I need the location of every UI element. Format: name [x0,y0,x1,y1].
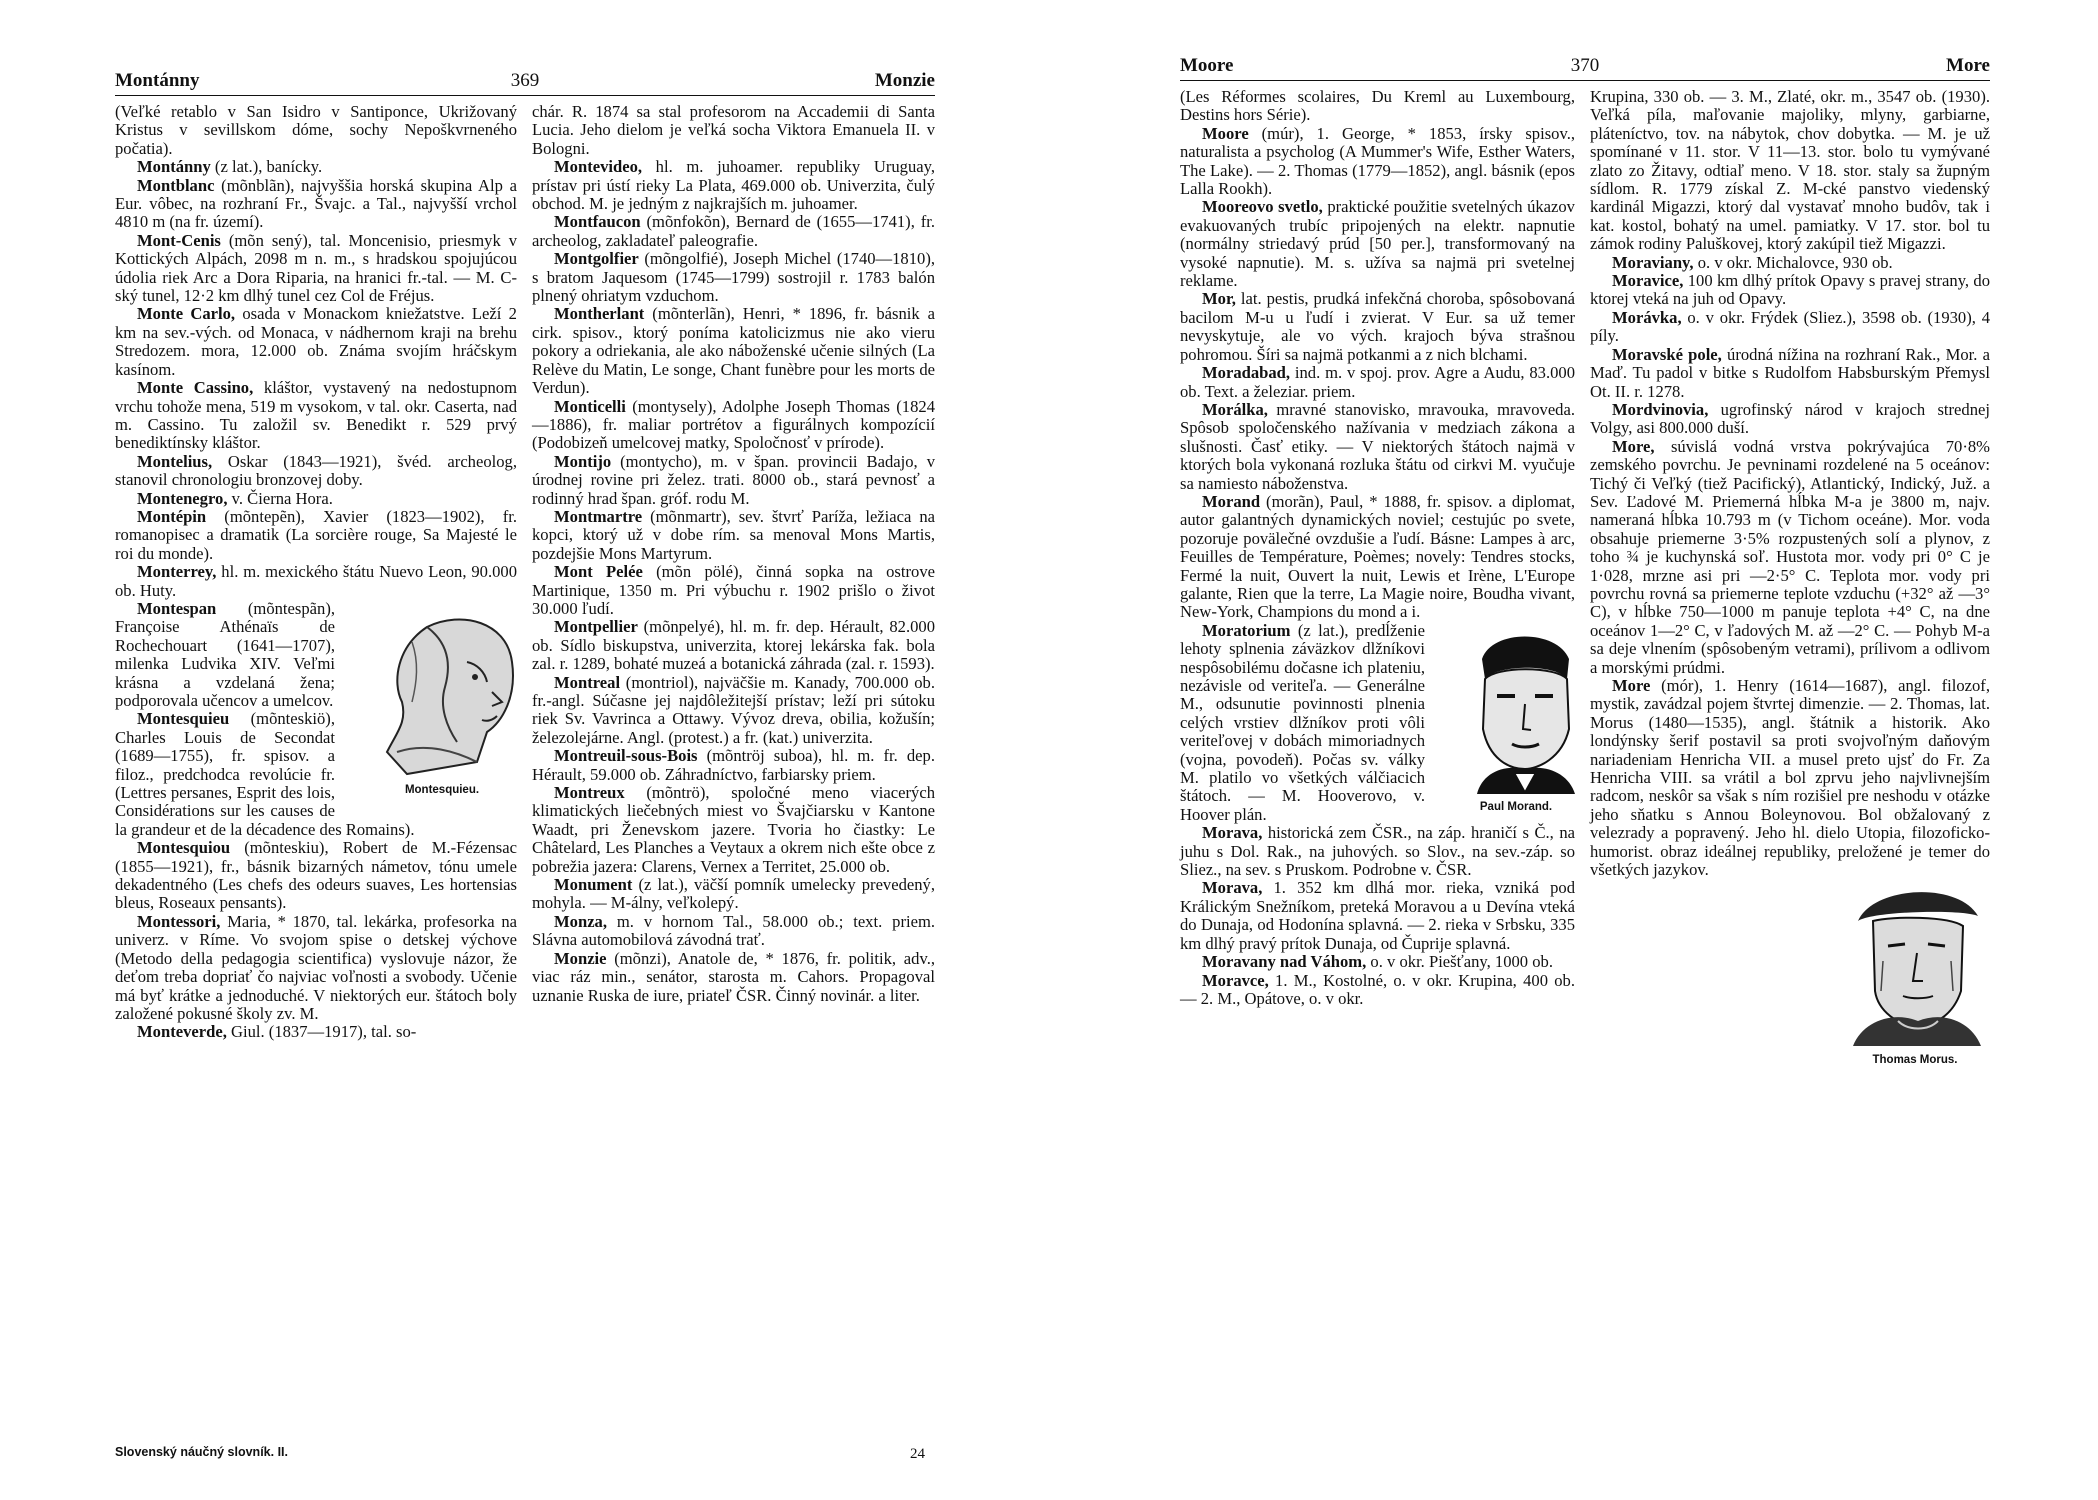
entry-text: o. v okr. Piešťany, 1000 ob. [1366,952,1553,972]
entry-text: Maria, * 1870, tal. lekárka, profesorka na univerz. v Ríme. Vo svojom spise o detskej výchove (Metodo della pedagogia scientifica) vyslovuje názor, že deťom treba dopriať čo najviac voľnosti a svobody. Učenie má byť krátke a jednoduché. V niektorých eur. štátoch boly založené pokusné školy zv. M. [115,911,517,1023]
entry-headword: Mor, [1202,289,1236,309]
entry-headword: More, [1612,436,1655,456]
entry-text: 1. M., Kostolné, o. v okr. Krupina, 400 ob. — 2. M., Opátove, o. v okr. [1180,970,1575,1008]
dictionary-entry [1180,953,1575,971]
dictionary-entry [1180,198,1575,290]
entry-headword: Montépin [137,506,207,526]
dictionary-entry [115,305,517,379]
dictionary-entry [532,784,935,876]
entry-text: (Les Réformes scolaires, Du Kreml au Luxembourg, Destins hors Série). [1180,87,1575,125]
right-page-number: 370 [1570,55,1600,76]
entry-headword: Montreal [554,672,621,692]
dictionary-entry [115,379,517,453]
entry-text: (mõnteskiu), Robert de M.-Fézensac (1855—1921), fr., básnik bizarných námetov, tónu umele dekadentného (Les chefs des odeurs suaves, Les hortensias bleus, Roseaux pensants). [115,838,517,913]
dictionary-entry [1180,290,1575,364]
dictionary-entry [1180,824,1575,879]
entry-text: (mõntespãn), Françoise Athénaïs de Rochechouart (1641—1707), milenka Ludvika XIV. Veľmi krásna a vzdelaná žena; podporovala učencov a umelcov. [115,598,335,710]
entry-headword: Montespan [137,598,217,618]
entry-text: 100 km dlhý prítok Opavy s pravej strany, do ktorej vteká na juh od Opavy. [1590,271,1990,309]
dictionary-entry [115,1023,517,1041]
entry-text: lat. pestis, prudká infekčná choroba, spôsobovaná bacilom M-u u ľudí i zvierat. V Eur. sa už temer nevyskytuje, ale vo vých. krajoch býva strašnou pohromou. Šíri sa najmä potkanmi a z nich blchami. [1180,289,1575,364]
dictionary-entry [1180,972,1575,1009]
entry-headword: Montesquieu [137,709,230,729]
left-header-word: Montánny [115,70,200,91]
entry-headword: Moravice, [1612,271,1684,291]
entry-headword: Montessori, [137,911,221,931]
left-running-head [115,70,935,92]
right-column-1 [1180,88,1575,1008]
entry-headword: Monticelli [554,396,626,416]
dictionary-entry [532,213,935,250]
entry-text: praktické použitie svetelných úkazov evakuovaných trubíc pripojených na elektr. napnutie (normálny striedavý prúd [50 per.], transformovaný na vysoké napnutie). M. s. užíva sa najmä pri svetelnej reklame. [1180,197,1575,291]
left-header-rule [115,95,935,96]
right-page [1165,0,2000,1500]
dictionary-entry [1590,438,1990,677]
entry-text: hl. m. juhoamer. republiky Uruguay, prístav pri ústí rieky La Plata, 469.000 ob. Univerzita, čulý obchod. M. je jedným z najkrajších m. juhoamer. [532,157,935,214]
dictionary-entry [532,618,935,673]
entry-text: (z lat.), väčší pomník umelecky prevedený, mohyla. — M-álny, veľkolepý. [532,875,935,913]
entry-headword: Moraviany, [1612,252,1694,272]
dictionary-entry [1590,309,1990,346]
entry-text: Giul. (1837—1917), tal. so- [226,1022,417,1042]
entry-headword: More [1612,676,1651,695]
dictionary-entry [1590,401,1990,438]
entry-text: (múr), 1. George, * 1853, írsky spisov., naturalista a psycholog (A Mummer's Wife, Esther Waters, The Lake). — 2. Thomas (1779—1852), angl. básnik (epos Lalla Rookh). [1180,123,1575,199]
more-portrait [1840,881,1990,1069]
montesquieu-engraving-icon [367,602,535,777]
signature-mark: 24 [910,1446,925,1462]
dictionary-entry [1590,254,1990,272]
dictionary-entry [115,232,517,306]
dictionary-entry [115,103,517,158]
entry-text: (mõnzi), Anatole de, * 1876, fr. politik, adv., viac ráz min., senátor, starosta m. Cahors. Propagoval uznanie Ruska de iure, priateľ ČSR. Činný novinár. a liter. [532,948,935,1005]
entry-headword: Montesquiou [137,838,231,858]
entry-text: ugrofinský národ v krajoch strednej Volgy, asi 800.000 duší. [1590,399,1990,438]
entry-headword: Morava, [1202,823,1263,843]
dictionary-entry [1590,88,1990,254]
entry-headword: Montblanc [137,175,215,195]
dictionary-entry [115,490,517,508]
entry-text: (z lat.), banícky. [210,157,323,177]
entry-headword: Morávka, [1612,307,1682,327]
montesquieu-caption: Montesquieu. [404,784,480,797]
entry-headword: Montijo [554,451,612,471]
left-column-1 [115,103,517,1042]
entry-text: (mõnfokõn), Bernard de (1655—1741), fr. archeolog, zakladateľ paleografie. [532,212,935,250]
entry-text: úrodná nížina na rozhraní Rak., Mor. a Maď. Tu padol v bitke s Rudolfom Habsburským Přemysl Ot. II. r. 1278. [1590,344,1990,401]
dictionary-entry [532,158,935,213]
entry-text: kláštor, vystavený na nedostupnom vrchu tohože mena, 519 m vysokom, v tal. okr. Caserta, nad m. Cassino. Tu založil sv. Benedikt r. 529 prvý benediktínsky kláštor. [115,378,517,453]
dictionary-entry [532,453,935,508]
more-caption: Thomas Morus. [1872,1053,1958,1066]
left-page [100,0,945,1500]
entry-text: (montriol), najväčšie m. Kanady, 700.000 ob. fr.-angl. Súčasne jej najdôležitejší prístav; leží pri sútoku riek Sv. Vavrinca a Ottawy. Vývoz dreva, obilia, kožušín; železolejárne. Angl. (protest.) a fr. (kat.) univerzita. [532,672,935,747]
entry-headword: Montmartre [554,506,643,526]
entry-headword: Monte Carlo, [137,304,236,324]
entry-text: (morãn), Paul, * 1888, fr. spisov. a diplomat, autor galantných dynamických noviel; cestujúc po svete, pozoruje povälečné ovzdušie a ľudí. Básne: Lampes à arc, Feuilles de Température, Poèmes; novely: Tendres stocks, Fermé la nuit, Ouvert la nuit, Lewis et Irène, L'Europe galante, Rien que la terre, La Magie noire, Boudha vivant, New-York, Champions du mond a i. [1180,491,1575,622]
entry-headword: Montelius, [137,451,213,471]
entry-text: (mõngolfié), Joseph Michel (1740—1810), s bratom Jaquesom (1745—1799) sostrojil r. 1783 balón plnený ohriatym vzduchom. [532,249,935,306]
entry-text: chár. R. 1874 sa stal profesorom na Accademii di Santa Lucia. Jeho dielom je veľká socha Viktora Emanuela II. v Bologni. [532,102,935,158]
dictionary-entry [532,747,935,784]
entry-headword: Montreuil-sous-Bois [554,746,698,766]
entry-text: (montycho), m. v špan. provincii Badajo, v úrodnej rovine pri želez. trati. 8000 ob., stará pevnosť a rodinný hrad špan. gróf. rodu M. [532,451,935,508]
dictionary-entry [1180,622,1575,824]
entry-text: (mõnterlãn), Henri, * 1896, fr. básnik a cirk. spisov., ktorý poníma katolicizmus nie ako vieru pokory a odriekania, ale ako náboženské učenie silných (La Relève du Matin, Le songe, Chant funèbre pour les morts de Verdun). [532,304,935,398]
dictionary-entry [1180,879,1575,953]
entry-headword: Mordvinovia, [1612,399,1709,419]
entry-text: (mór), 1. Henry (1614—1687), angl. filozof, mystik, zavádzal pojem štvrtej dimenzie. — 2. Thomas, lat. Morus (1480—1535), angl. štátnik a historik. Ako londýnsky šerif postavil sa proti svojvoľným daňovým nariadeniam Henricha VII. a musel preto ujsť do Fr. Za Henricha VIII. sa vrátil a bol zprvu jeho najvlivnejším radcom, neskôr sa však s ním rozišiel pre neshodu v otázke jeho sňatku s Annou Boleynovou. Bol obžalovaný z velezrady a popravený. Jeho hl. dielo Utopia, filozoficko-humorist. obraz ideálnej republiky, preložené je temer do všetkých jazykov. [1590,676,1990,880]
left-column-2 [532,103,935,1005]
dictionary-entry [1180,493,1575,622]
dictionary-entry [532,950,935,1005]
entry-text: o. v okr. Michalovce, 930 ob. [1693,252,1893,272]
entry-headword: Monzie [554,948,607,968]
dictionary-entry [115,508,517,563]
entry-headword: Mooreovo svetlo, [1202,197,1323,217]
entry-headword: Morálka, [1202,399,1268,419]
dictionary-entry [1180,364,1575,401]
left-header-right-word: Monzie [874,70,935,91]
morand-portrait [1435,624,1575,817]
entry-text: (mõnteskiö), Charles Louis de Secondat (1689—1755), fr. spisov. a filoz., predchodca revolúcie fr. (Lettres persanes, Esprit des lois, Considérations sur les causes de la grandeur et de la décadence des Romains). [115,709,415,839]
dictionary-entry [532,674,935,748]
entry-headword: Monte Cassino, [137,378,254,398]
entry-headword: Mont-Cenis [137,230,221,250]
dictionary-entry [1590,346,1990,401]
entry-text: osada v Monackom kniežatstve. Leží 2 km na sev.-vých. od Monaca, v nádhernom kraji na brehu Stredozem. mora, 12.000 ob. Známa svojím hráčskym kasínom. [115,304,517,379]
entry-text: (mõnmartr), sev. štvrť Paríža, ležiaca na kopci, ktorý už v dobe rím. sa menoval Mons Martis, pozdejšie Mons Martyrum. [532,506,935,563]
left-page-number: 369 [510,70,540,91]
entry-headword: Moratorium [1202,620,1291,640]
dictionary-entry [115,913,517,1023]
dictionary-entry [1590,677,1990,879]
dictionary-entry [1180,88,1575,125]
dictionary-entry [532,250,935,305]
entry-headword: Monza, [554,911,607,931]
entry-text: historická zem ČSR., na záp. hraničí s Č., na juhu s Dol. Rak., na juhových. so Slov., na sev.-záp. so Sliez., na sev. s Pruskom. Podrobne v. ČSR. [1180,823,1575,880]
entry-headword: Montánny [137,157,211,177]
right-header-rule [1180,80,1990,81]
entry-text: o. v okr. Frýdek (Sliez.), 3598 ob. (1930), 4 píly. [1590,307,1990,346]
entry-headword: Monterrey, [137,562,217,582]
dictionary-entry [532,305,935,397]
entry-headword: Mont Pelée [554,562,643,582]
entry-text: (mõntepẽn), Xavier (1823—1902), fr. romanopisec a dramatik (La sorcière rouge, Sa Majesté le roi du monde). [115,506,517,563]
entry-text: (mõnblãn), najvyššia horská skupina Alp a Eur. vôbec, na rozhraní Fr., Švajc. a Tal., najvyšší vrchol 4810 m (na fr. území). [115,175,517,232]
entry-headword: Moravany nad Váhom, [1202,952,1367,972]
entry-headword: Morava, [1202,878,1263,898]
dictionary-entry [532,508,935,563]
dictionary-entry [115,563,517,600]
right-header-word: Moore [1180,55,1234,76]
dictionary-entry [532,913,935,950]
entry-headword: Monteverde, [137,1022,227,1042]
right-running-head [1180,55,1990,77]
entry-text: súvislá vodná vrstva pokrývajúca 70·8% zemského povrchu. Je pevninami rozdelené na 5 oceánov: Tichý či Veľký (tiež Pacifický), Atlantický, Indický, Juž. a Sev. Ľadové M. Priemerná hĺbka M-a je 3800 m, najv. nameraná hĺbka 10.793 m (v Tichom oceáne). Mor. voda obsahuje priemerne 3·5% rozpustených solí a plynov, z toho ¾ je kuchynská soľ. Hustota mor. vody pri 0° C je 1·028, mrzne asi pri —2·5° C. Teplota mor. vody pri povrchu rovná sa priemerne teplote vzduchu (+32° až —3° C), v hĺbke 750—1000 m panuje teplota +4° C, na dne oceánov 1—2° C, v ľadových M. až —2° C. — Pohyb M-a sa deje vlnením (spôsobeným vetrami), prílivom a odlivom a morskými prúdmi. [1590,436,1990,677]
dictionary-entry [1180,125,1575,199]
right-column-2 [1590,88,1990,1073]
morand-photo-icon [1457,624,1592,794]
entry-text: Oskar (1843—1921), švéd. archeolog, stanovil chronologiu bronzovej doby. [115,451,517,490]
entry-headword: Montherlant [554,304,645,324]
entry-text: (z lat.), predĺženie lehoty splnenia záväzkov dlžníkovi nespôsobilému dočasne ich plateniu, nezávisle od veriteľa. — Generálne M., odsunutie povinnosti plnenia celých vrstiev dlžníkov proti vôli veriteľovej v dobách mimoriadnych (vojna, povodeň). Počas sv. války M. platilo vo všetkých válčiacich štátoch. — M. Hooverovo, v. Hoover plán. [1180,620,1425,824]
dictionary-entry [532,398,935,453]
dictionary-entry [532,103,935,158]
entry-text: v. Čierna Hora. [227,488,333,508]
entry-headword: Morand [1202,491,1261,511]
montesquieu-portrait [345,602,517,800]
right-header-right-word: More [1946,55,1990,76]
entry-text: (montysely), Adolphe Joseph Thomas (1824—1886), fr. maliar portrétov a figurálnych kompozícií (Podobizeň umelcovej matky, Spoločnosť v prírode). [532,396,935,453]
more-engraving-icon [1843,881,1988,1046]
entry-headword: Monument [554,875,633,895]
entry-text: (mõnpelyé), hl. m. fr. dep. Hérault, 82.000 ob. Sídlo biskupstva, univerzita, ktorej lekárska fak. bola zal. r. 1289, bohaté muzeá a botanická záhrada (zal. r. 1593). [532,617,935,674]
entry-text: Krupina, 330 ob. — 3. M., Zlaté, okr. m., 3547 ob. (1930). Veľká píla, maľovanie majoliky, mlyny, garbiarne, pláteníctvo, tov. na nábytok, chov dobytka. — M. je už spomínané v 11. stor. V 11—13. stor. bolo tu vymývané zlato zo Žitavy, odtiaľ meno. V 18. stor. staly sa župným sídlom. R. 1779 získal Z. M-cké panstvo viedenský kardinál Migazzi, ktorý dal vystavať mnoho budôv, tak i kat. kostol, bohatý na umel. pamiatky. V 17. stor. bol tu zámok rodiny Paluškovej, ktorý zakúpil tiež Migazzi. [1590,87,1990,254]
dictionary-entry [115,177,517,232]
entry-text: ind. m. v spoj. prov. Agre a Audu, 83.000 ob. Text. a železiar. priem. [1180,363,1575,401]
entry-headword: Montenegro, [137,488,228,508]
entry-text: mravné stanovisko, mravouka, mravoveda. Spôsob spoločenského nažívania v medziach zákona a slušnosti. Časť etiky. — V niektorých štátoch najmä v ktorých bola vykonaná rozluka štátu od cirkvi M. vyučuje sa namiesto náboženstva. [1180,399,1575,493]
left-footer: Slovenský náučný slovník. II. [115,1445,288,1459]
dictionary-entry [1180,401,1575,493]
dictionary-entry [1590,272,1990,309]
entry-headword: Moravce, [1202,970,1269,990]
entry-headword: Moravské pole, [1612,344,1722,364]
entry-text: (mõn sený), tal. Moncenisio, priesmyk v Kottických Alpách, 2098 m n. m., s hradskou spojujúcou údolia riek Arc a Dora Riparia, na hranici fr.-tal. — M. C-ský tunel, 12·2 km dlhý tunel cez Col de Fréjus. [115,230,517,306]
entry-text: 1. 352 km dlhá mor. rieka, vzniká pod Králickým Snežníkom, preteká Moravou a u Devína vteká do Dunaja, od Hodonína splavná. — 2. rieka v Srbsku, 335 km dlhý pravý prítok Dunaja, od Čuprije splavná. [1180,878,1575,953]
entry-headword: Montfaucon [554,212,641,232]
entry-headword: Montevideo, [554,157,643,177]
entry-headword: Moradabad, [1202,363,1291,383]
dictionary-entry [115,839,517,913]
morand-caption: Paul Morand. [1479,801,1553,814]
dictionary-entry [532,563,935,618]
entry-headword: Montgolfier [554,249,639,269]
entry-text: (Veľké retablo v San Isidro v Santiponce, Ukrižovaný Kristus v sevillskom dóme, sochy Nepoškvrneného počatia). [115,102,517,158]
entry-text: (mõn pölé), činná sopka na ostrove Martinique, 1350 m. Pri výbuchu r. 1902 prišlo o život 30.000 ľudí. [532,562,935,618]
entry-headword: Moore [1202,123,1249,143]
dictionary-entry [115,158,517,176]
entry-text: (mõntrö), spoločné meno viacerých klimatických liečebných miest vo Švajčiarsku v Kantone Waadt, pri Ženevskom jazere. Tvoria ho čiastky: Le Châtelard, Les Planches a Veytaux a okrem nich ešte obce z pobrežia jazera: Clarens, Vernex a Territet, 25.000 ob. [532,783,935,876]
entry-text: m. v hornom Tal., 58.000 ob.; text. priem. Slávna automobilová závodná trať. [532,911,935,950]
entry-text: hl. m. mexického štátu Nuevo Leon, 90.000 ob. Huty. [115,562,517,600]
entry-headword: Montreux [554,783,625,803]
dictionary-entry [532,876,935,913]
entry-text: (mõntröj suboa), hl. m. fr. dep. Hérault, 59.000 ob. Záhradníctvo, farbiarsky priem. [532,746,935,784]
dictionary-entry [115,453,517,490]
entry-headword: Montpellier [554,617,638,637]
